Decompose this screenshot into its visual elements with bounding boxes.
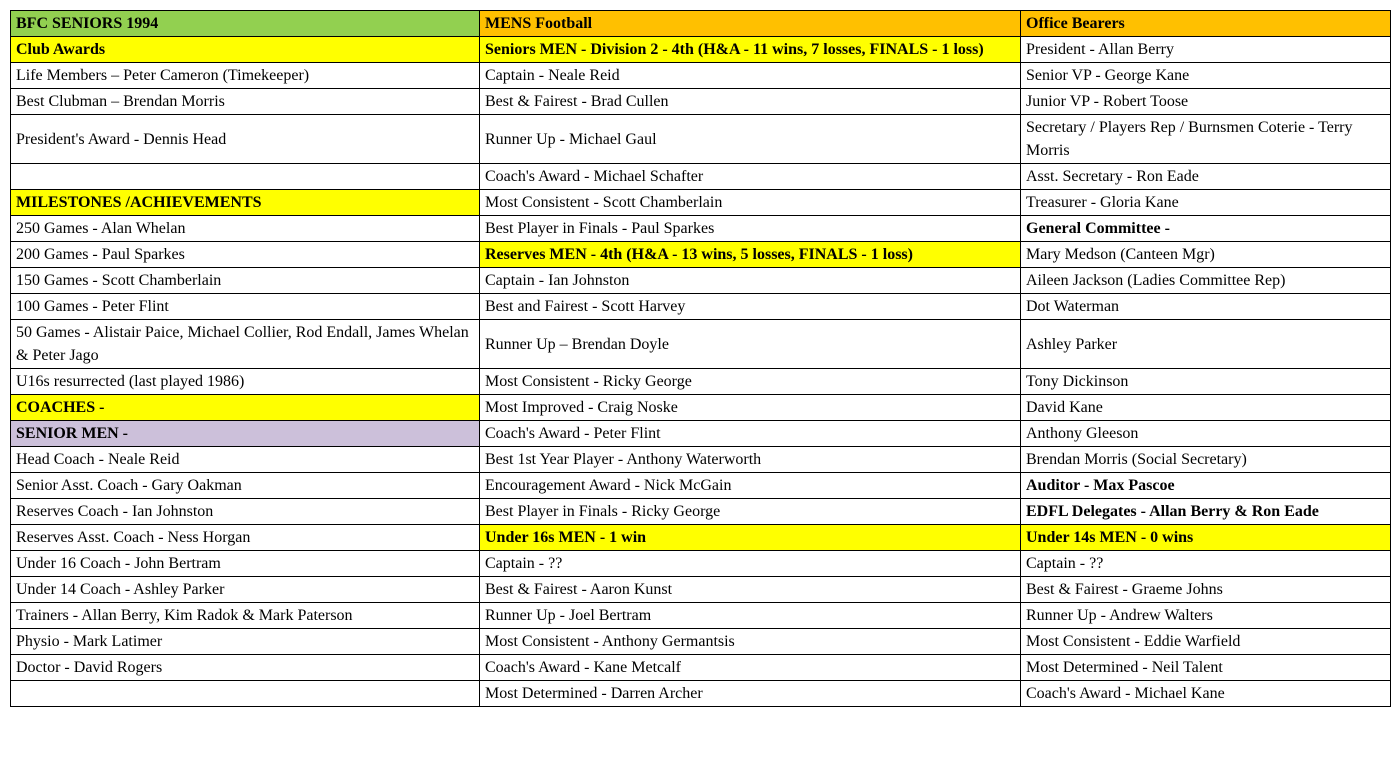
table-row — [11, 216, 1391, 242]
award-cell: Runner Up - Andrew Walters — [1021, 603, 1391, 629]
table-row — [11, 655, 1391, 681]
coach-cell: Under 14 Coach - Ashley Parker — [11, 577, 480, 603]
table-row — [11, 577, 1391, 603]
committee-member-cell: Dot Waterman — [1021, 294, 1391, 320]
award-cell: Coach's Award - Kane Metcalf — [480, 655, 1021, 681]
table-row — [11, 629, 1391, 655]
coach-cell: Trainers - Allan Berry, Kim Radok & Mark Paterson — [11, 603, 480, 629]
award-cell: Best 1st Year Player - Anthony Waterworth — [480, 447, 1021, 473]
table-row — [11, 525, 1391, 551]
table-row — [11, 320, 1391, 369]
section-senior-men: SENIOR MEN - — [11, 421, 480, 447]
empty-cell — [11, 164, 480, 190]
header-seniors-1994: BFC SENIORS 1994 — [11, 11, 480, 37]
award-cell: Captain - ?? — [480, 551, 1021, 577]
committee-member-cell: Tony Dickinson — [1021, 369, 1391, 395]
awards-table — [10, 10, 1391, 707]
office-bearer-cell: Secretary / Players Rep / Burnsmen Coterie - Terry Morris — [1021, 115, 1391, 164]
coach-cell: Doctor - David Rogers — [11, 655, 480, 681]
award-cell: Captain - Neale Reid — [480, 63, 1021, 89]
award-cell: Runner Up - Michael Gaul — [480, 115, 1021, 164]
table-row — [11, 37, 1391, 63]
table-row — [11, 369, 1391, 395]
milestone-cell: 200 Games - Paul Sparkes — [11, 242, 480, 268]
milestone-cell: 50 Games - Alistair Paice, Michael Collier, Rod Endall, James Whelan & Peter Jago — [11, 320, 480, 369]
table-row — [11, 190, 1391, 216]
office-bearer-cell: Senior VP - George Kane — [1021, 63, 1391, 89]
empty-cell — [11, 681, 480, 707]
award-cell: Most Determined - Darren Archer — [480, 681, 1021, 707]
award-cell: Best & Fairest - Aaron Kunst — [480, 577, 1021, 603]
committee-member-cell: Anthony Gleeson — [1021, 421, 1391, 447]
coach-cell: Senior Asst. Coach - Gary Oakman — [11, 473, 480, 499]
office-bearer-cell: Asst. Secretary - Ron Eade — [1021, 164, 1391, 190]
header-office-bearers: Office Bearers — [1021, 11, 1391, 37]
award-cell: Coach's Award - Michael Kane — [1021, 681, 1391, 707]
coach-cell: Physio - Mark Latimer — [11, 629, 480, 655]
award-cell: Best Player in Finals - Ricky George — [480, 499, 1021, 525]
table-row — [11, 447, 1391, 473]
edfl-delegates-cell: EDFL Delegates - Allan Berry & Ron Eade — [1021, 499, 1391, 525]
section-reserves-men: Reserves MEN - 4th (H&A - 13 wins, 5 losses, FINALS - 1 loss) — [480, 242, 1021, 268]
table-row — [11, 89, 1391, 115]
committee-member-cell: Aileen Jackson (Ladies Committee Rep) — [1021, 268, 1391, 294]
award-cell: Best & Fairest - Graeme Johns — [1021, 577, 1391, 603]
section-under-14s-men: Under 14s MEN - 0 wins — [1021, 525, 1391, 551]
coach-cell: Under 16 Coach - John Bertram — [11, 551, 480, 577]
general-committee-heading: General Committee - — [1021, 216, 1391, 242]
award-cell: Most Improved - Craig Noske — [480, 395, 1021, 421]
award-cell: Captain - ?? — [1021, 551, 1391, 577]
section-under-16s-men: Under 16s MEN - 1 win — [480, 525, 1021, 551]
award-cell: Most Consistent - Scott Chamberlain — [480, 190, 1021, 216]
committee-member-cell: David Kane — [1021, 395, 1391, 421]
table-row — [11, 421, 1391, 447]
award-cell: Most Determined - Neil Talent — [1021, 655, 1391, 681]
award-cell: Encouragement Award - Nick McGain — [480, 473, 1021, 499]
committee-member-cell: Brendan Morris (Social Secretary) — [1021, 447, 1391, 473]
award-cell: Best Player in Finals - Paul Sparkes — [480, 216, 1021, 242]
coach-cell: Head Coach - Neale Reid — [11, 447, 480, 473]
office-bearer-cell: Junior VP - Robert Toose — [1021, 89, 1391, 115]
committee-member-cell: Mary Medson (Canteen Mgr) — [1021, 242, 1391, 268]
office-bearer-cell: President - Allan Berry — [1021, 37, 1391, 63]
table-row — [11, 268, 1391, 294]
section-club-awards: Club Awards — [11, 37, 480, 63]
award-cell: Most Consistent - Anthony Germantsis — [480, 629, 1021, 655]
club-award-cell: Life Members – Peter Cameron (Timekeeper) — [11, 63, 480, 89]
header-mens-football: MENS Football — [480, 11, 1021, 37]
section-seniors-men: Seniors MEN - Division 2 - 4th (H&A - 11 wins, 7 losses, FINALS - 1 loss) — [480, 37, 1021, 63]
table-row — [11, 395, 1391, 421]
award-cell: Best and Fairest - Scott Harvey — [480, 294, 1021, 320]
award-cell: Most Consistent - Eddie Warfield — [1021, 629, 1391, 655]
club-award-cell: President's Award - Dennis Head — [11, 115, 480, 164]
milestone-cell: 150 Games - Scott Chamberlain — [11, 268, 480, 294]
table-row — [11, 603, 1391, 629]
office-bearer-cell: Treasurer - Gloria Kane — [1021, 190, 1391, 216]
section-milestones: MILESTONES /ACHIEVEMENTS — [11, 190, 480, 216]
milestone-cell: U16s resurrected (last played 1986) — [11, 369, 480, 395]
table-row — [11, 681, 1391, 707]
section-coaches: COACHES - — [11, 395, 480, 421]
table-row — [11, 499, 1391, 525]
award-cell: Best & Fairest - Brad Cullen — [480, 89, 1021, 115]
award-cell: Runner Up – Brendan Doyle — [480, 320, 1021, 369]
auditor-cell: Auditor - Max Pascoe — [1021, 473, 1391, 499]
header-row — [11, 11, 1391, 37]
coach-cell: Reserves Asst. Coach - Ness Horgan — [11, 525, 480, 551]
milestone-cell: 250 Games - Alan Whelan — [11, 216, 480, 242]
table-row — [11, 63, 1391, 89]
committee-member-cell: Ashley Parker — [1021, 320, 1391, 369]
table-row — [11, 551, 1391, 577]
table-row — [11, 473, 1391, 499]
award-cell: Coach's Award - Peter Flint — [480, 421, 1021, 447]
milestone-cell: 100 Games - Peter Flint — [11, 294, 480, 320]
table-row — [11, 242, 1391, 268]
award-cell: Coach's Award - Michael Schafter — [480, 164, 1021, 190]
club-award-cell: Best Clubman – Brendan Morris — [11, 89, 480, 115]
table-row — [11, 294, 1391, 320]
table-row — [11, 164, 1391, 190]
award-cell: Captain - Ian Johnston — [480, 268, 1021, 294]
coach-cell: Reserves Coach - Ian Johnston — [11, 499, 480, 525]
award-cell: Runner Up - Joel Bertram — [480, 603, 1021, 629]
table-row — [11, 115, 1391, 164]
award-cell: Most Consistent - Ricky George — [480, 369, 1021, 395]
